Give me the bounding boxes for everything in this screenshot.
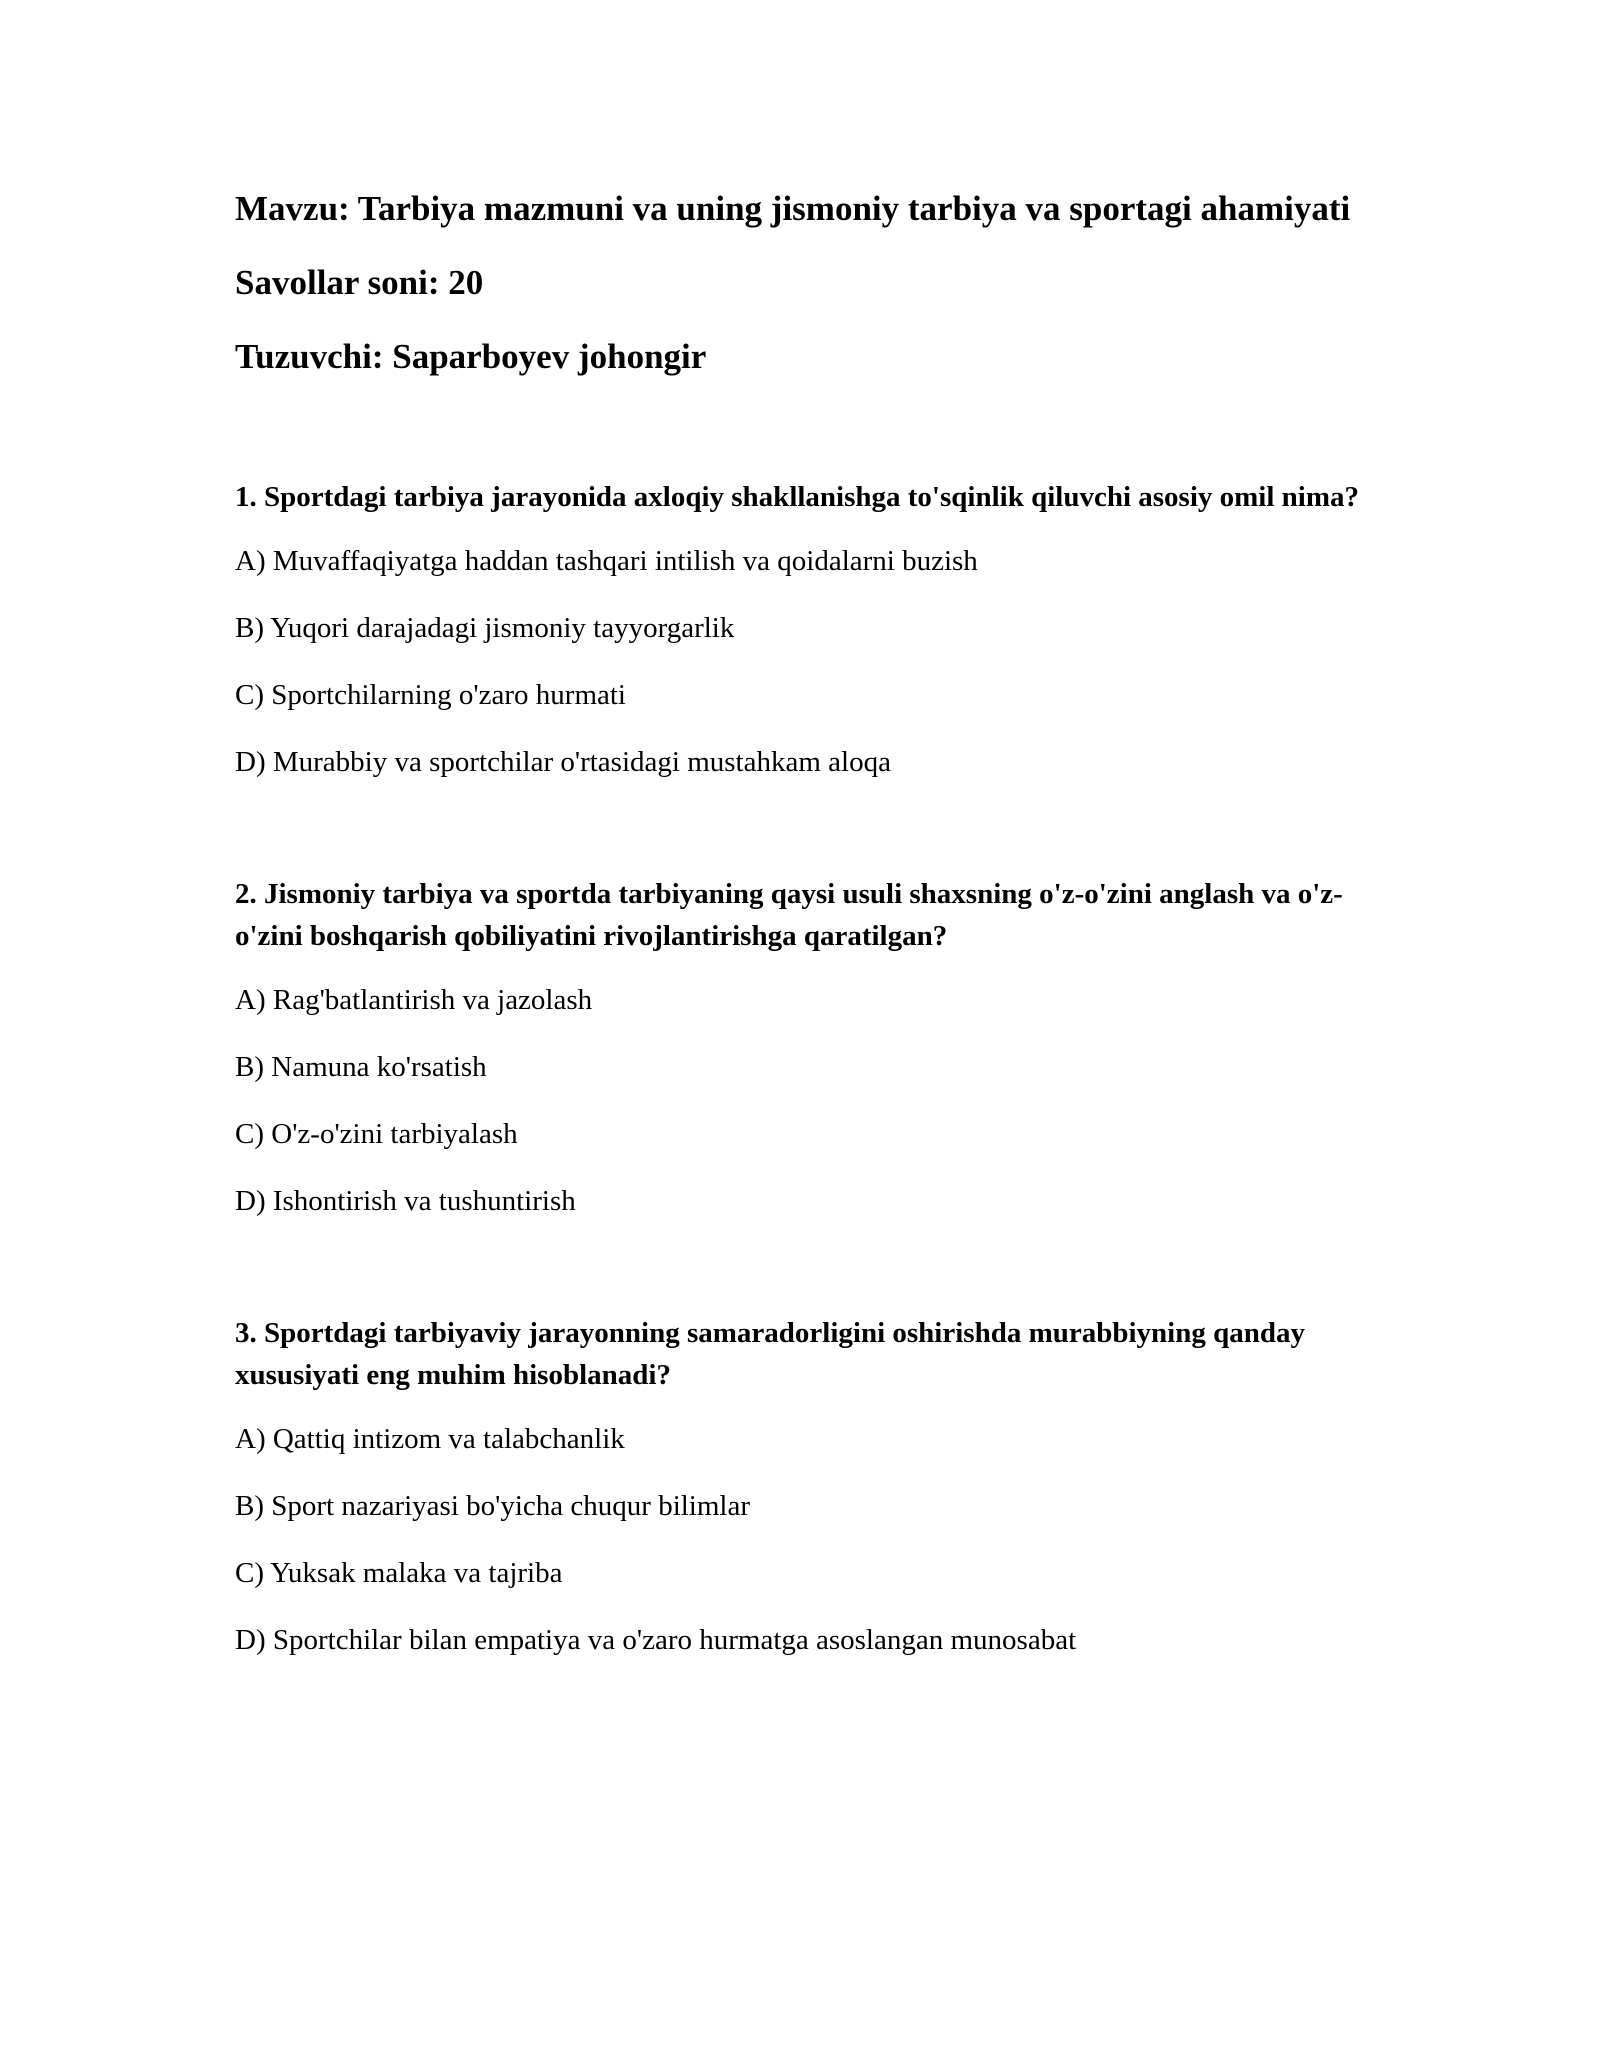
question-3 [235,1312,1385,1661]
document-content [235,184,1385,1661]
answer-option-c: C) Sportchilarning o'zaro hurmati [235,679,626,711]
topic-heading: Mavzu: Tarbiya mazmuni va uning jismoniy tarbiya va sportagi ahamiyati [235,189,1351,228]
question-2 [235,873,1385,1222]
answer-option-d: D) Ishontirish va tushuntirish [235,1185,576,1217]
answer-option-d: D) Sportchilar bilan empatiya va o'zaro hurmatga asoslangan munosabat [235,1624,1077,1656]
question-text: 3. Sportdagi tarbiyaviy jarayonning samaradorligini oshirishda murabbiyning qanday xususiyati eng muhim hisoblanadi? [235,1317,1305,1391]
answer-options [235,979,1385,1222]
question-text: 1. Sportdagi tarbiya jarayonida axloqiy shakllanishga to'sqinlik qiluvchi asosiy omil nima? [235,481,1360,513]
answer-option-b: B) Namuna ko'rsatish [235,1051,487,1083]
question-text: 2. Jismoniy tarbiya va sportda tarbiyaning qaysi usuli shaxsning o'z-o'zini anglash va o'z-o'zini boshqarish qobiliyatini rivojlantirishga qaratilgan? [235,878,1343,952]
answer-options [235,540,1385,783]
answer-option-a: A) Rag'batlantirish va jazolash [235,984,593,1016]
answer-option-c: C) Yuksak malaka va tajriba [235,1557,563,1589]
answer-options [235,1418,1385,1661]
answer-option-b: B) Yuqori darajadagi jismoniy tayyorgarlik [235,612,735,644]
question-count-heading: Savollar soni: 20 [235,263,484,302]
answer-option-a: A) Muvaffaqiyatga haddan tashqari intilish va qoidalarni buzish [235,545,978,577]
answer-option-d: D) Murabbiy va sportchilar o'rtasidagi mustahkam aloqa [235,746,891,778]
answer-option-b: B) Sport nazariyasi bo'yicha chuqur bilimlar [235,1490,751,1522]
author-heading: Tuzuvchi: Saparboyev johongir [235,337,707,376]
question-1 [235,476,1385,783]
answer-option-c: C) O'z-o'zini tarbiyalash [235,1118,518,1150]
answer-option-a: A) Qattiq intizom va talabchanlik [235,1423,625,1455]
